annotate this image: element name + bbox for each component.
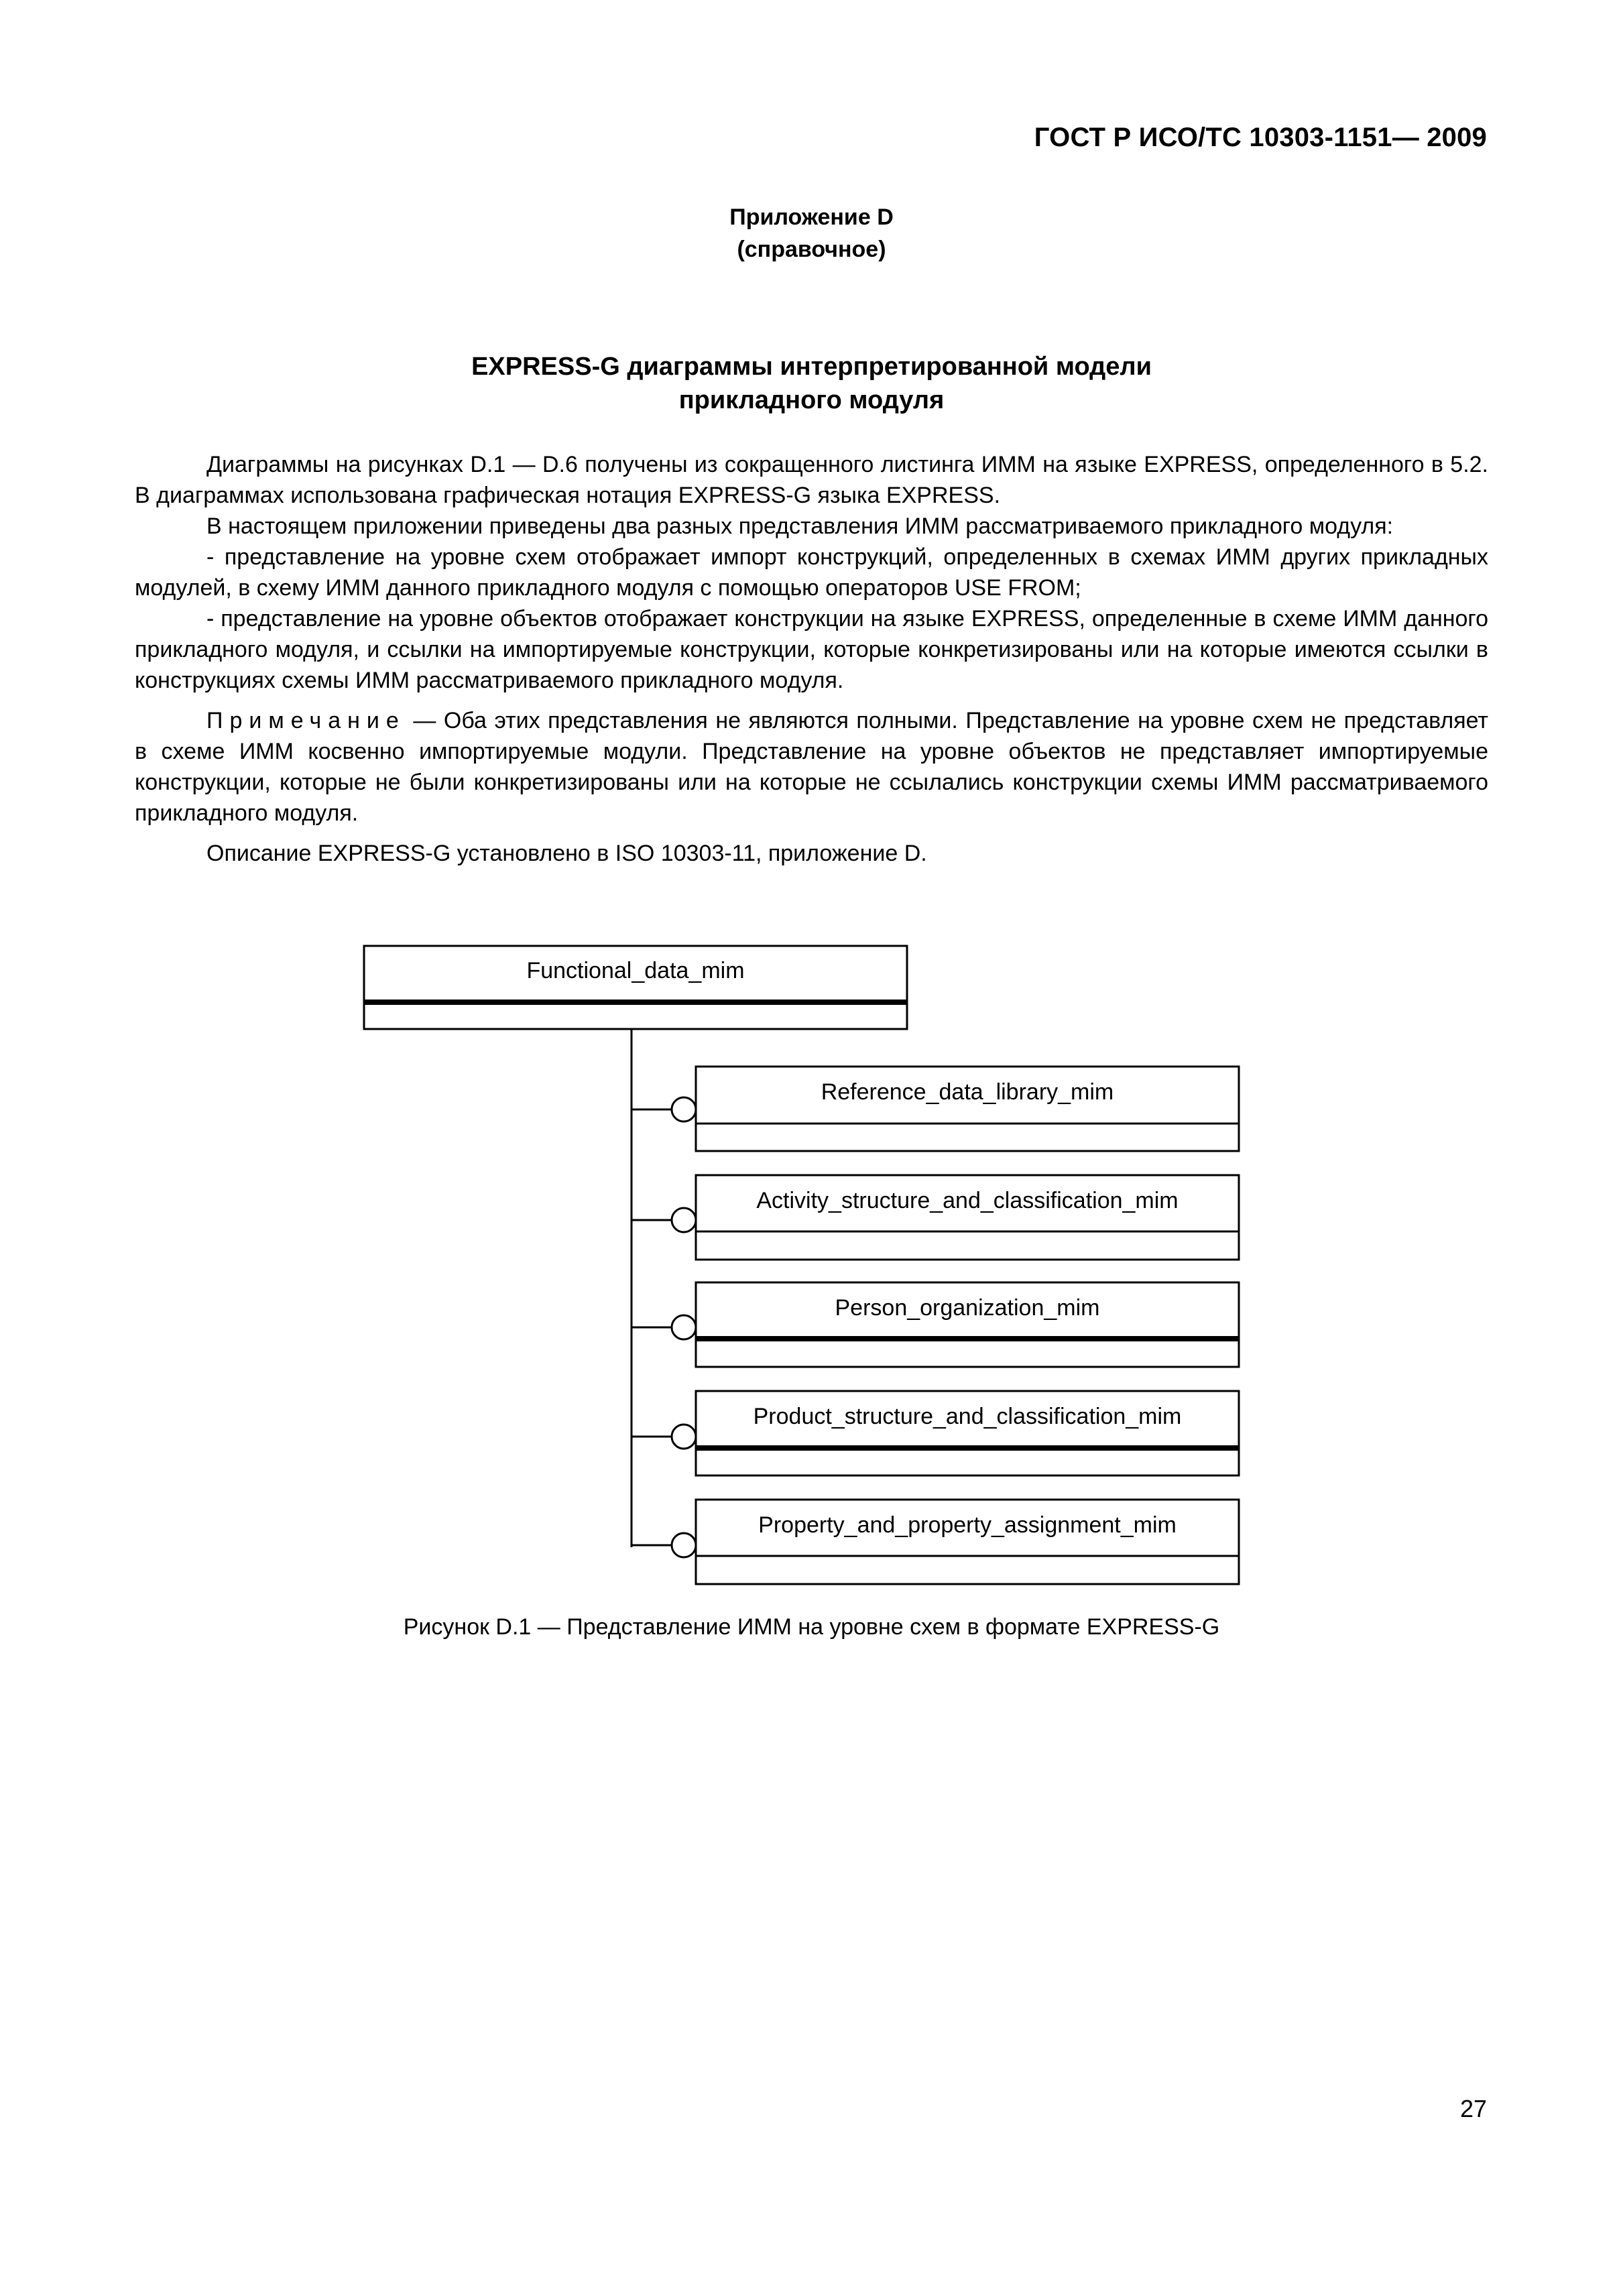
annex-status: (справочное) bbox=[737, 237, 886, 262]
child-schema-label: Product_structure_and_classification_mim bbox=[753, 1404, 1182, 1429]
note-text: — Оба этих представления не являются полными. Представление на уровне схем не представляет в схеме ИММ косвенно импортируемые модули. Представление на уровне объектов не представляет импортируемые конструкции, которые не были конкретизированы или на которые не ссылались конструкции схемы ИММ рассматриваемого прикладного модуля. bbox=[135, 708, 1488, 826]
description-paragraph: Описание EXPRESS-G установлено в ISO 10303-11, приложение D. bbox=[206, 841, 927, 866]
child-schema-label: Activity_structure_and_classification_mim bbox=[756, 1188, 1179, 1213]
child-schema-label: Person_organization_mim bbox=[835, 1295, 1100, 1321]
root-schema-label: Functional_data_mim bbox=[526, 958, 745, 983]
section-title-line2: прикладного модуля bbox=[678, 386, 945, 414]
paragraph: В настоящем приложении приведены два разных представления ИММ рассматриваемого прикладного модуля: bbox=[206, 513, 1394, 539]
paragraph: - представление на уровне схем отображает импорт конструкций, определенных в схемах ИММ других прикладных модулей, в схему ИММ данного прикладного модуля с помощью операторов USE FROM; bbox=[135, 544, 1488, 601]
child-schema-label: Reference_data_library_mim bbox=[821, 1079, 1114, 1105]
figure-caption: Рисунок D.1 — Представление ИММ на уровне схем в формате EXPRESS-G bbox=[403, 1614, 1220, 1640]
document-code: ГОСТ Р ИСО/ТС 10303-1151— 2009 bbox=[1034, 123, 1487, 152]
paragraph: - представление на уровне объектов отображает конструкции на языке EXPRESS, определенные в схеме ИММ данного прикладного модуля, и ссылки на импортируемые конструкции, которые конкретизированы или на которые имеются ссылки в конструкциях схемы ИММ рассматриваемого прикладного модуля. bbox=[135, 606, 1488, 693]
child-schema-label: Property_and_property_assignment_mim bbox=[758, 1512, 1177, 1538]
paragraph: Диаграммы на рисунках D.1 — D.6 получены из сокращенного листинга ИММ на языке EXPRESS, определенного в 5.2. В диаграммах использована графическая нотация EXPRESS-G языка EXPRESS. bbox=[135, 452, 1488, 508]
annex-title: Приложение D bbox=[729, 204, 894, 230]
page-number: 27 bbox=[1459, 2095, 1487, 2122]
note-label: Примечание bbox=[206, 708, 406, 733]
section-title-line1: EXPRESS-G диаграммы интерпретированной модели bbox=[471, 353, 1152, 381]
